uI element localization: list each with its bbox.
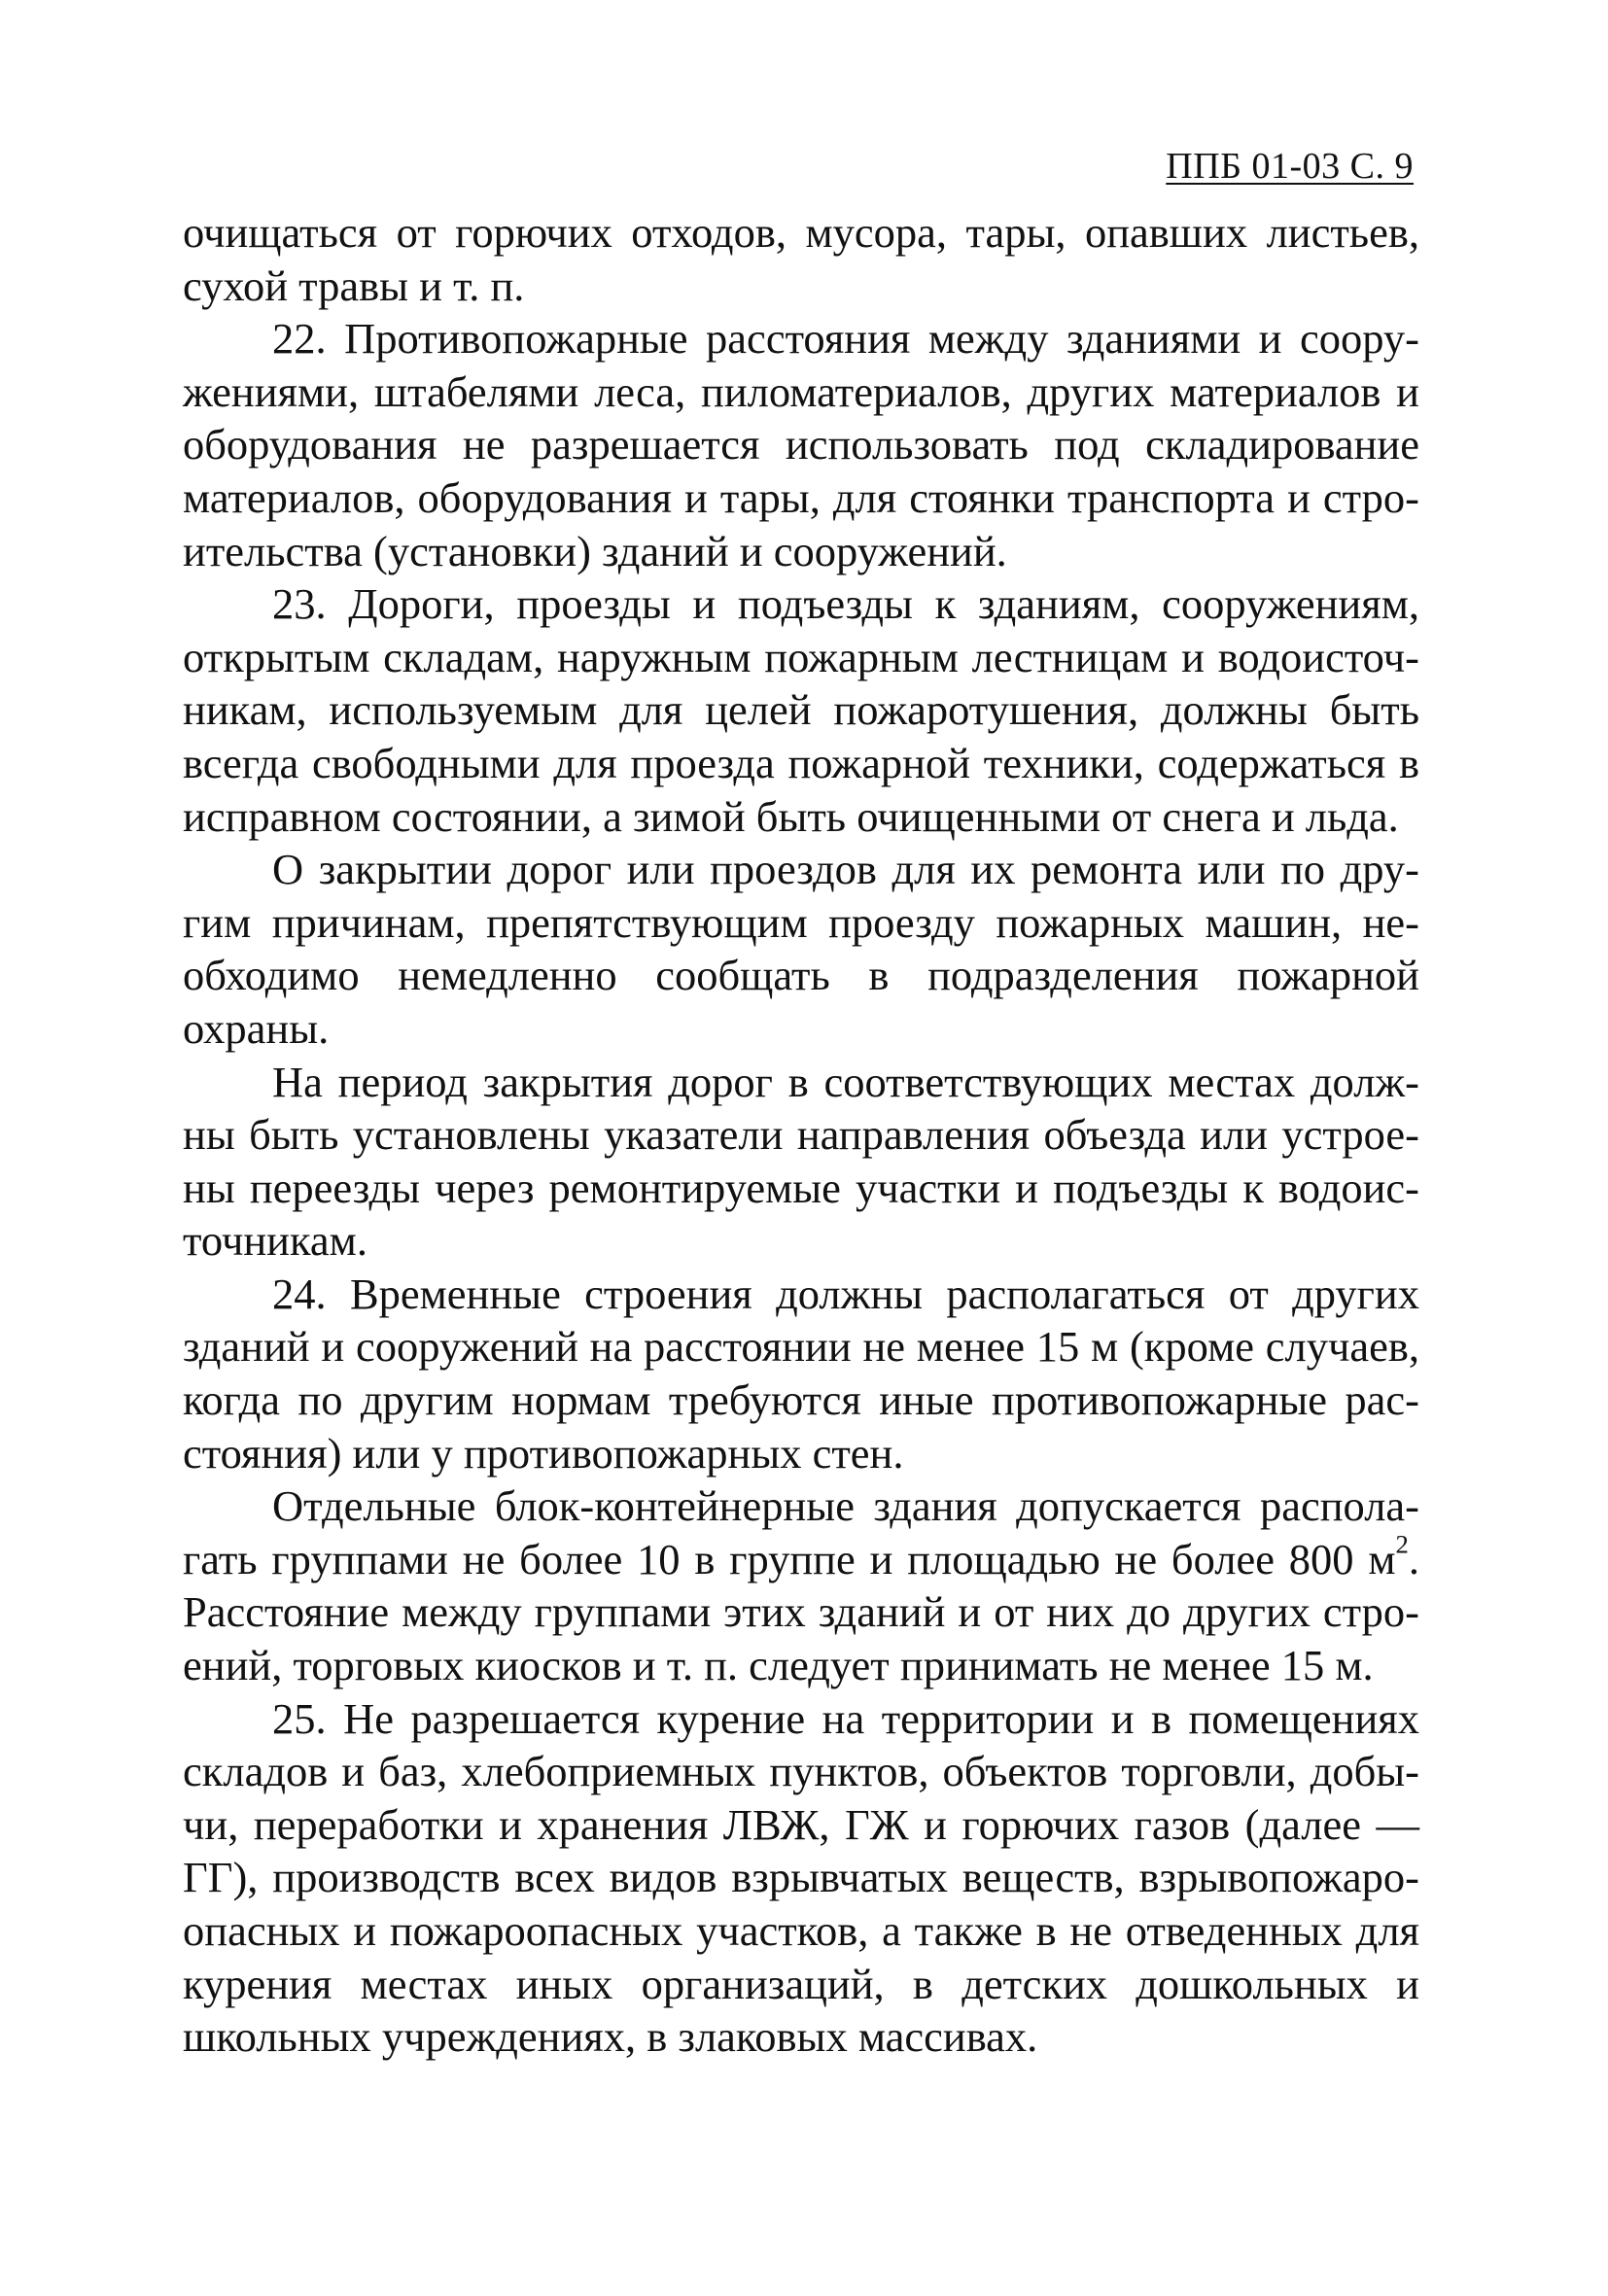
paragraph-item-24: 24. Временные строения должны располагаться от других зданий и сооружений на расстоянии не менее 15 м (кроме случаев, когда по другим нормам требуются иные противопожарные расстояния) или у противопожарных стен. (183, 1269, 1419, 1478)
paragraph-item-25: 25. Не разрешается курение на территории и в помещениях складов и баз, хлебоприемных пунктов, объектов торговли, добычи, переработки и хранения ЛВЖ, ГЖ и горючих газов (далее — ГГ), производств всех видов взрывчатых веществ, взрывопожароопасных и пожароопасных участков, а также в не отведенных для курения местах иных организаций, в детских дошкольных и школьных учреждениях, в злаковых массивах. (183, 1693, 1419, 2062)
paragraph-item-22: 22. Противопожарные расстояния между зданиями и сооружениями, штабелями леса, пиломатериалов, других материалов и оборудования не разрешается использовать под складирование материалов, оборудования и тары, для стоянки транспорта и строительства (установки) зданий и сооружений. (183, 314, 1419, 575)
paragraph-container-buildings (183, 1479, 1419, 1691)
paragraph-text-part: Отдельные блок-контейнерные здания допускается располагать группами не более 10 в группе и площадью не более 800 м (183, 1481, 1419, 1583)
paragraph-detour-signs: На период закрытия дорог в соответствующих местах должны быть установлены указатели направления объезда или устроены переезды через ремонтируемые участки и подъезды к водоисточникам. (183, 1057, 1419, 1266)
running-header: ППБ 01-03 С. 9 (1166, 146, 1414, 187)
paragraph-item-23: 23. Дороги, проезды и подъезды к зданиям, сооружениям, открытым складам, наружным пожарным лестницам и водоисточникам, используемым для целей пожаротушения, должны быть всегда свободными для проезда пожарной техники, содержаться в исправном состоянии, а зимой быть очищенными от снега и льда. (183, 579, 1419, 841)
paragraph-text-part: . Расстояние между группами этих зданий и от них до других строений, торговых киосков и т. п. следует принимать не менее 15 м. (183, 1534, 1419, 1690)
paragraph-continuation: очищаться от горючих отходов, мусора, тары, опавших листьев, сухой травы и т. п. (183, 208, 1419, 310)
superscript-exponent: 2 (1395, 1529, 1409, 1559)
paragraph-road-closure: О закрытии дорог или проездов для их ремонта или по другим причинам, препятствующим проезду пожарных машин, необходимо немедленно сообщать в подразделения пожарной охраны. (183, 845, 1419, 1053)
document-body (183, 206, 1419, 2064)
